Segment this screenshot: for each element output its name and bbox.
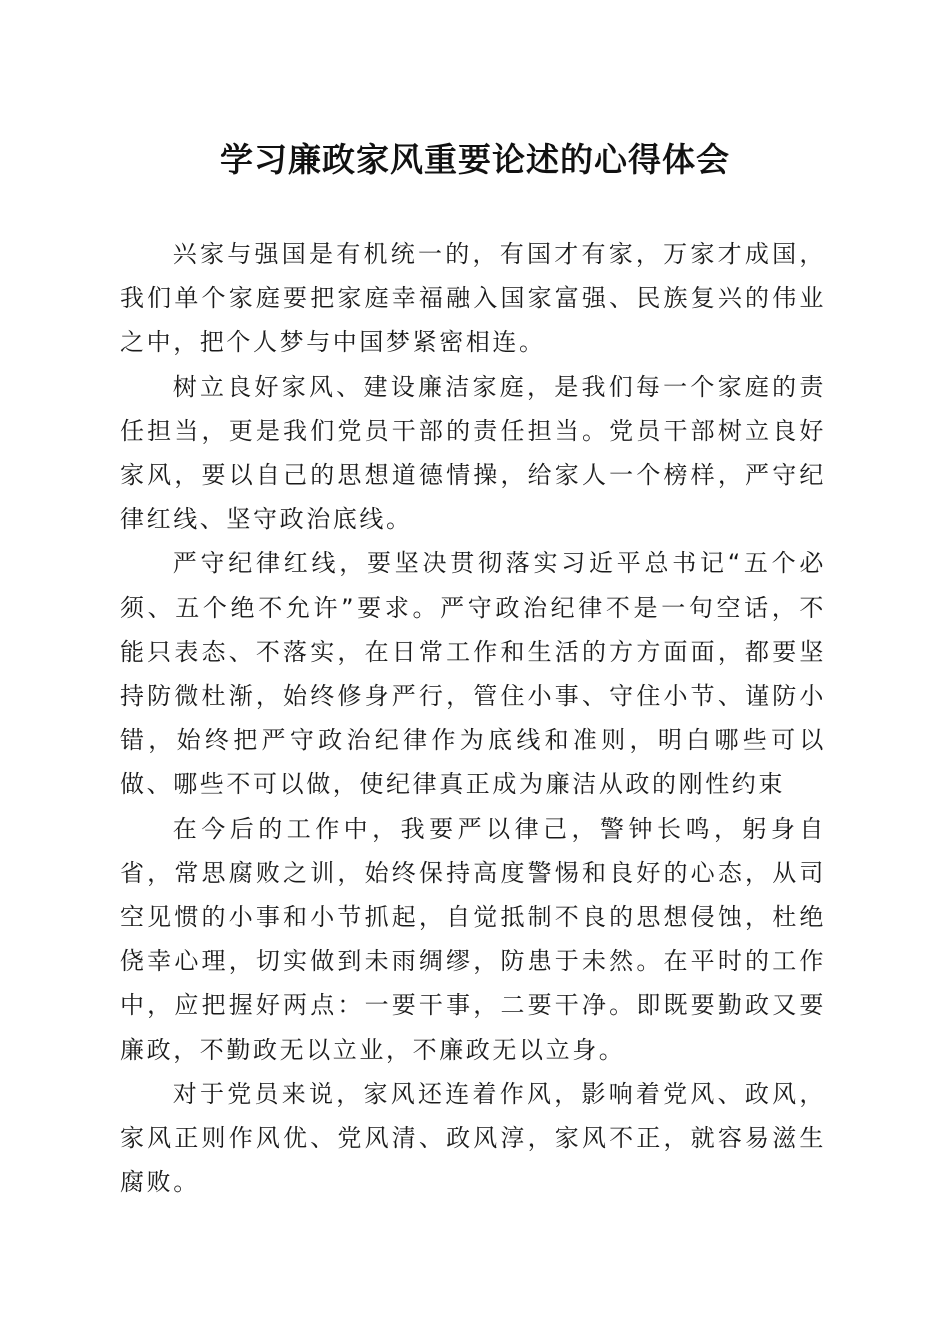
document-body	[120, 232, 826, 1204]
paragraph-1: 兴家与强国是有机统一的，有国才有家，万家才成国，我们单个家庭要把家庭幸福融入国家富强、民族复兴的伟业之中，把个人梦与中国梦紧密相连。	[120, 240, 826, 357]
paragraph-3: 严守纪律红线，要坚决贯彻落实习近平总书记“五个必须、五个绝不允许”要求。严守政治纪律不是一句空话，不能只表态、不落实，在日常工作和生活的方方面面，都要坚持防微杜渐，始终修身严行，管住小事、守住小节、谨防小错，始终把严守政治纪律作为底线和准则，明白哪些可以做、哪些不可以做，使纪律真正成为廉洁从政的刚性约束	[120, 549, 826, 799]
paragraph-4: 在今后的工作中，我要严以律己，警钟长鸣，躬身自省，常思腐败之训，始终保持高度警惕和良好的心态，从司空见惯的小事和小节抓起，自觉抵制不良的思想侵蚀，杜绝侥幸心理，切实做到未雨绸缪，防患于未然。在平时的工作中，应把握好两点：一要干事，二要干净。即既要勤政又要廉政，不勤政无以立业，不廉政无以立身。	[120, 814, 826, 1064]
paragraph-2: 树立良好家风、建设廉洁家庭，是我们每一个家庭的责任担当，更是我们党员干部的责任担当。党员干部树立良好家风，要以自己的思想道德情操，给家人一个榜样，严守纪律红线、坚守政治底线。	[120, 372, 826, 534]
paragraph-5: 对于党员来说，家风还连着作风，影响着党风、政风，家风正则作风优、党风清、政风淳，家风不正，就容易滋生腐败。	[120, 1079, 826, 1197]
document-title: 学习廉政家风重要论述的心得体会	[220, 140, 730, 179]
